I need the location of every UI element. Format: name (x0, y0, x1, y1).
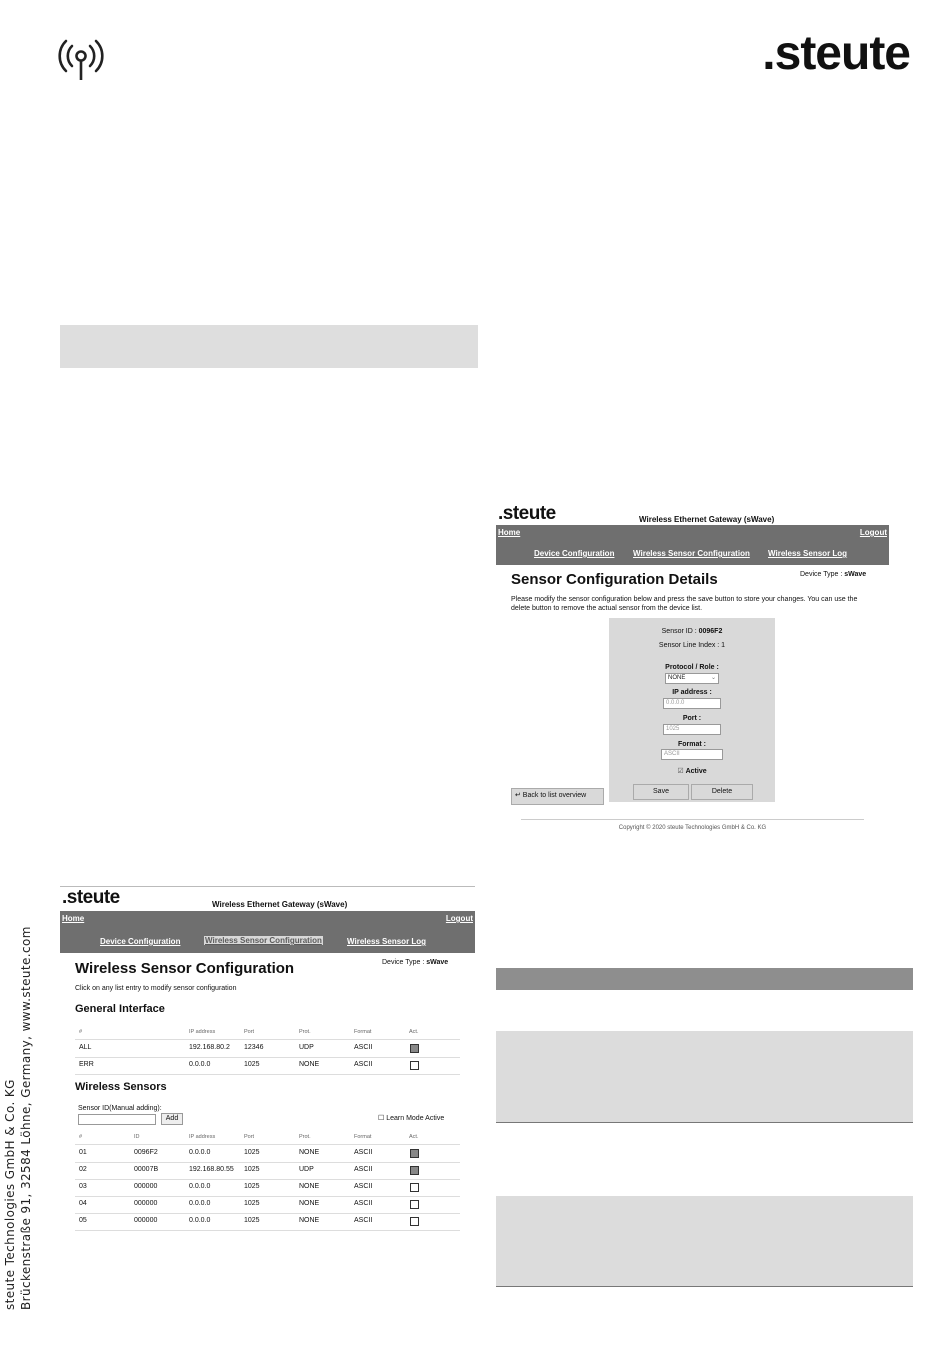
table-row[interactable]: 03 000000 0.0.0.0 1025 NONE ASCII (75, 1179, 460, 1197)
nav-home[interactable]: Home (498, 528, 521, 537)
learn-mode-checkbox-icon[interactable]: ☐ (378, 1115, 385, 1122)
active-checkbox-icon[interactable]: ☑ (677, 768, 684, 775)
add-button[interactable]: Add (161, 1113, 183, 1125)
company-street: Brückenstraße 91, 32584 Löhne, Germany, www.steute.com (19, 926, 33, 1310)
info-table-row (496, 1031, 913, 1123)
general-interface-table (75, 1025, 460, 1075)
device-type: Device Type : sWave (382, 959, 449, 966)
wireless-sensors-heading: Wireless Sensors (75, 1081, 167, 1093)
nav-bar (496, 525, 889, 565)
active-checkbox[interactable] (410, 1149, 419, 1158)
sensor-list-screenshot (60, 886, 475, 1236)
info-table-row (496, 1196, 913, 1287)
footer-divider (521, 819, 864, 820)
ip-address-input[interactable]: 0.0.0.0 (663, 698, 721, 709)
instructions: Click on any list entry to modify sensor configuration (75, 985, 237, 992)
active-checkbox-row[interactable] (609, 767, 775, 775)
nav-device-configuration[interactable]: Device Configuration (534, 549, 615, 558)
table-row[interactable]: 05 000000 0.0.0.0 1025 NONE ASCII (75, 1213, 460, 1231)
table-row[interactable]: 02 00007B 192.168.80.55 1025 UDP ASCII (75, 1162, 460, 1180)
active-checkbox[interactable] (410, 1200, 419, 1209)
sensor-details-screenshot (496, 503, 889, 839)
active-checkbox[interactable] (410, 1183, 419, 1192)
device-type: Device Type : sWave (800, 571, 867, 578)
table-row[interactable]: 04 000000 0.0.0.0 1025 NONE ASCII (75, 1196, 460, 1214)
nav-wireless-sensor-configuration[interactable]: Wireless Sensor Configuration (205, 936, 322, 945)
protocol-label: Protocol / Role : (665, 664, 719, 671)
learn-mode-toggle[interactable] (378, 1114, 444, 1122)
active-checkbox[interactable] (410, 1217, 419, 1226)
back-to-list-button[interactable]: ↵ Back to list overview (511, 788, 604, 805)
save-button[interactable]: Save (633, 784, 689, 800)
ip-label: IP address : (672, 689, 712, 696)
table-header: # ID IP address Port Prot. Format Act. (75, 1130, 460, 1145)
nav-wireless-sensor-log[interactable]: Wireless Sensor Log (347, 937, 427, 946)
page-title: Sensor Configuration Details (511, 571, 718, 588)
table-row[interactable]: ERR 0.0.0.0 1025 NONE ASCII (75, 1057, 460, 1075)
nav-home[interactable]: Home (62, 914, 85, 923)
active-checkbox[interactable] (410, 1166, 419, 1175)
gateway-title: Wireless Ethernet Gateway (sWave) (639, 515, 775, 524)
brand-logo: .steute (762, 27, 910, 80)
header-bar (60, 325, 478, 368)
copyright: Copyright © 2020 steute Technologies GmbH & Co. KG (618, 825, 767, 831)
active-label: Active (685, 768, 707, 775)
sensor-config-form (609, 618, 775, 802)
gateway-logo: .steute (62, 887, 120, 908)
nav-logout[interactable]: Logout (859, 528, 887, 537)
info-table-header (496, 968, 913, 990)
table-row[interactable]: ALL 192.168.80.2 12346 UDP ASCII (75, 1040, 460, 1058)
nav-wireless-sensor-log[interactable]: Wireless Sensor Log (768, 549, 848, 558)
table-row[interactable]: 01 0096F2 0.0.0.0 1025 NONE ASCII (75, 1145, 460, 1163)
nav-bar (60, 911, 475, 953)
active-checkbox[interactable] (410, 1061, 419, 1070)
wireless-sensors-table (75, 1130, 460, 1236)
info-table-row (496, 1122, 913, 1197)
sensor-id-label: Sensor ID(Manual adding): (78, 1105, 162, 1112)
format-input[interactable]: ASCII (661, 749, 723, 760)
general-interface-heading: General Interface (75, 1003, 165, 1015)
sensor-line-index: Sensor Line Index : 1 (658, 642, 726, 649)
wireless-signal-icon (58, 36, 104, 82)
page-title: Wireless Sensor Configuration (75, 960, 295, 977)
sensor-id-input[interactable] (78, 1114, 156, 1125)
company-name: steute Technologies GmbH & Co. KG (3, 1079, 17, 1310)
format-label: Format : (678, 741, 706, 748)
nav-logout[interactable]: Logout (445, 914, 473, 923)
port-label: Port : (682, 715, 702, 722)
port-input[interactable]: 1025 (663, 724, 721, 735)
gateway-title: Wireless Ethernet Gateway (sWave) (212, 900, 348, 909)
info-table-row (496, 990, 913, 1032)
learn-mode-label: Learn Mode Active (386, 1115, 445, 1122)
table-header: # IP address Port Prot. Format Act. (75, 1025, 460, 1040)
protocol-select[interactable]: NONE ⌄ (665, 673, 719, 684)
nav-device-configuration[interactable]: Device Configuration (100, 937, 181, 946)
sensor-id: Sensor ID : 0096F2 (661, 628, 723, 635)
active-checkbox[interactable] (410, 1044, 419, 1053)
nav-wireless-sensor-configuration[interactable]: Wireless Sensor Configuration (633, 549, 750, 558)
company-address (0, 926, 40, 1310)
gateway-logo: .steute (498, 503, 556, 524)
instructions: Please modify the sensor configuration below and press the save button to store your changes. You can use the delete button to remove the actual sensor from the device list. (511, 596, 858, 612)
delete-button[interactable]: Delete (691, 784, 753, 800)
